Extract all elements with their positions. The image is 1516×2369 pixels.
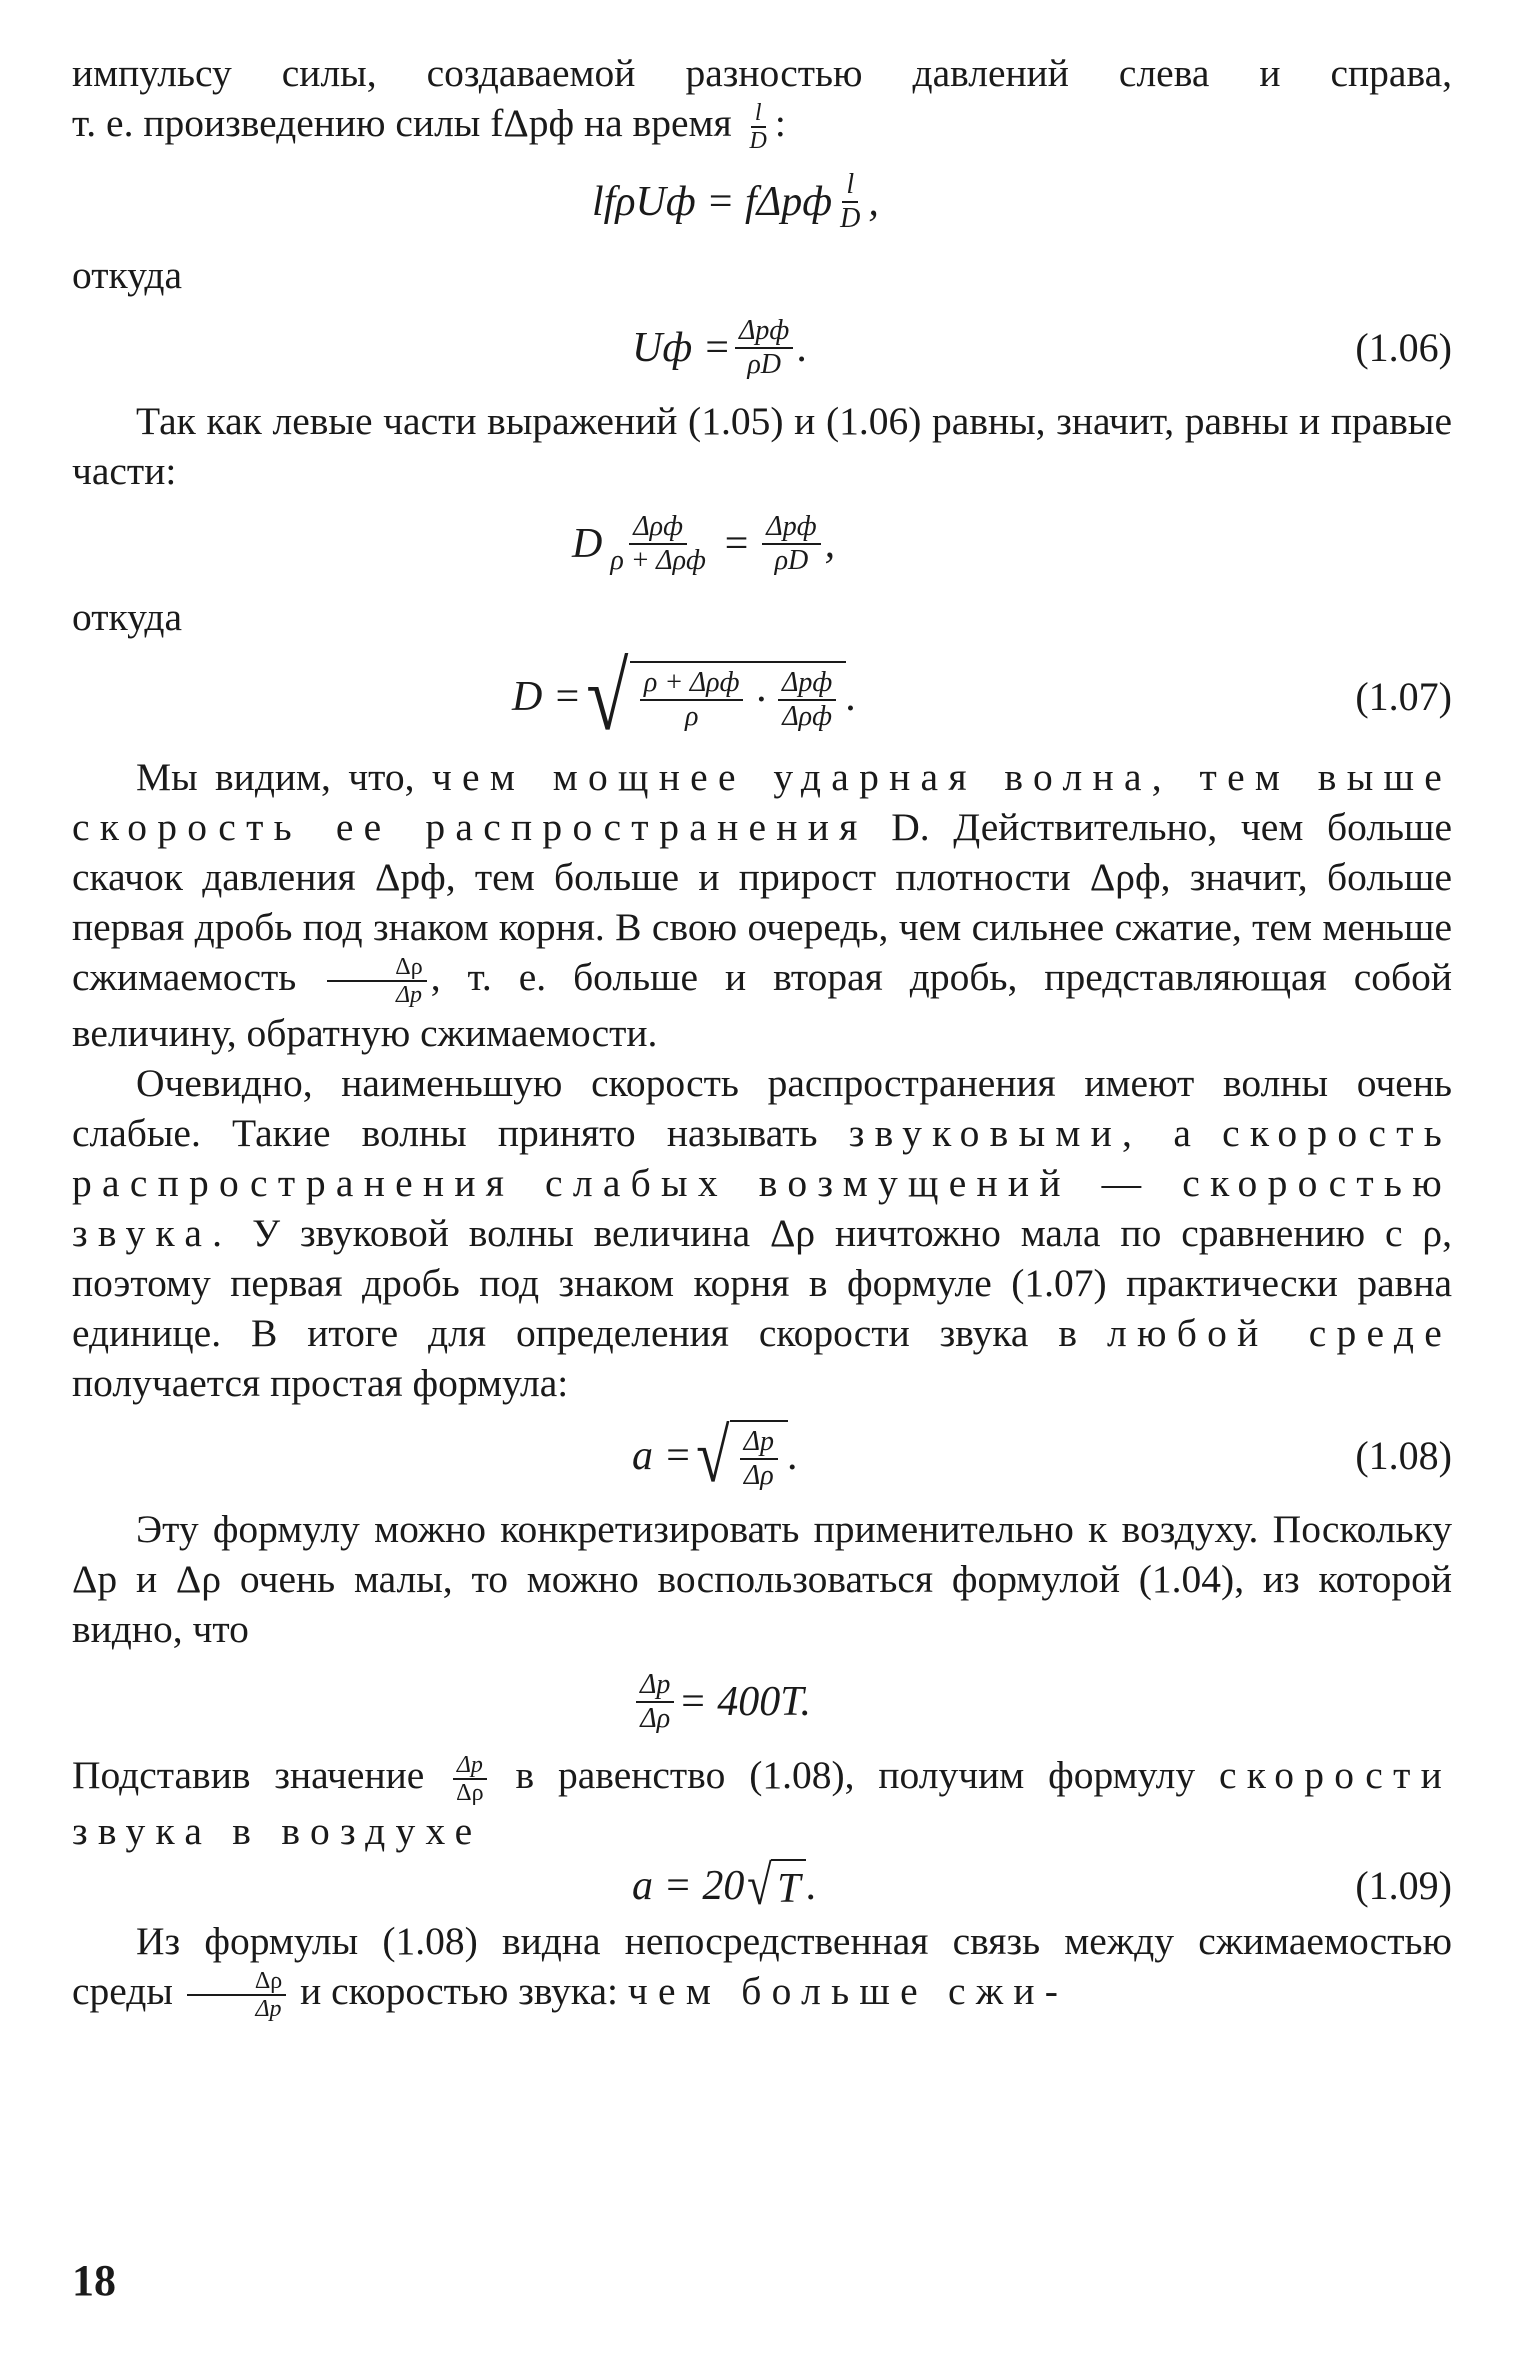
paragraph-1-line-1: импульсу силы, создаваемой разностью давлений слева и справа, [72,51,1452,95]
equation-number-1-07: (1.07) [1355,674,1452,720]
otkuda-1: откуда [72,252,183,297]
paragraph-4: Очевидно, наименьшую скорость распространения имеют волны очень слабые. Такие волны принято называть звуковыми, а скорость распространения слабых возмущений — скоростью звука. У звуковой волны величина Δρ ничтожно мала по сравнению с ρ, поэтому первая дробь под знаком корня в формуле (1.07) практически равна единице. В итоге для определения скорости звука в любой среде получается простая формула: [72,1060,1453,1405]
otkuda-2: откуда [72,594,183,639]
equation-1-08: a = √ $\frac{\Delta p}{\Delta\rho}$ . (1.08) [72,1408,1452,1504]
equation-air: $\frac{\Delta p}{\Delta\rho}$ = 400T. [72,1654,1452,1750]
paragraph-6: Подставив значение $\frac{\Delta p}{\Delta\rho}$ в равенство (1.08), получим формулу скорости звука в воздухе [72,1751,1453,1853]
spaced-emphasis: чем мощнее ударная волна, тем выше скорость ее распространения [72,754,1452,849]
equation-number-1-09: (1.09) [1355,1863,1452,1909]
paragraph-1-line-2: т. е. произведению силы fΔpф на время $\frac{l}{D}$ : [72,99,786,154]
page-body [72,48,1452,2022]
equation-number-1-08: (1.08) [1355,1433,1452,1479]
page-number: 18 [72,2256,116,2305]
equation-impulse: lfρUф = fΔpф $\frac{l}{D}$ , [592,168,879,234]
equation-1-07: D = √ $\frac{\text{ρ + Δρф}}{\rho}$ · $\frac{\text{Δpф}}{\text{Δρф}}$ . (1.07) [512,642,1452,750]
equation-1-09: a = 20 √ T . (1.09) [632,1854,1452,1917]
equation-equality: D $\frac{\text{Δρф}}{\text{ρ + Δρф}}$ = $\frac{\text{Δpф}}{\rho D}$ , [572,510,836,576]
p1-line2-text: т. е. произведению силы fΔpф на время [72,101,732,145]
paragraph-7: Из формулы (1.08) видна непосредственная связь между сжимаемостью среды $\frac{\Delta\rho}{\Delta p}$ и скоростью звука: чем больше сжи- [72,1918,1452,2022]
paragraph-2: Так как левые части выражений (1.05) и (1.06) равны, значит, равны и правые части: [72,398,1452,493]
paragraph-3: Мы видим, что, чем мощнее ударная волна, тем выше скорость ее распространения D. Действительно, чем больше скачок давления Δpф, тем больше и прирост плотности Δρф, значит, больше первая дробь под знаком корня. В свою очередь, чем сильнее сжатие, тем меньше сжимаемость $\frac{\Delta\rho}{\Delta p}$ , т. е. больше и вторая дробь, представляющая собой величину, обратную сжимаемости. [72,754,1452,1055]
equation-1-06: Uф = $\frac{\text{Δpф}}{\rho D}$ . (1.06) [72,300,1452,396]
paragraph-5: Эту формулу можно конкретизировать применительно к воздуху. Поскольку Δp и Δρ очень малы, то можно воспользоваться формулой (1.04), из которой видно, что [72,1506,1452,1651]
equation-number-1-06: (1.06) [1355,325,1452,371]
time-fraction: $\frac{l}{D}$ [749,99,767,154]
sqrt-sign: √ [586,642,629,750]
